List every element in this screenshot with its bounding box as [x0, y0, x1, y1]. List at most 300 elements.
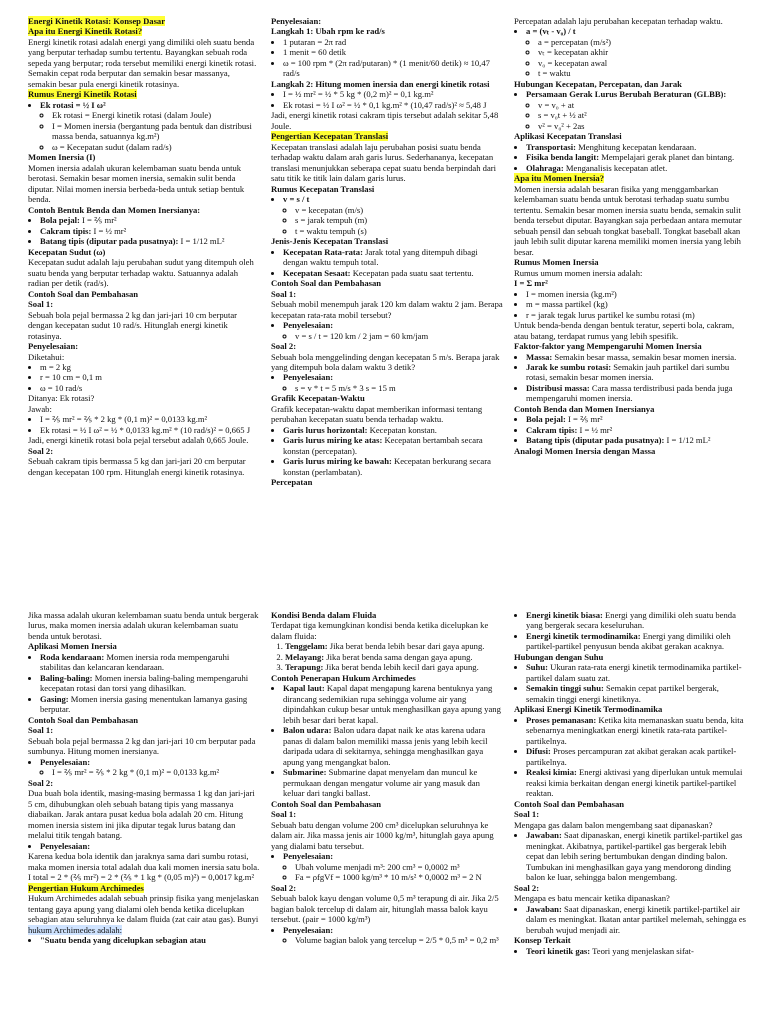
heading [514, 799, 746, 809]
bullet-list [271, 247, 503, 278]
list-item [283, 372, 503, 393]
text: Soal 2: [28, 445, 54, 456]
bullet-list [514, 610, 746, 652]
sub-list-item: ◦ s = jarak tempuh (m) [295, 215, 503, 225]
bullet-list [271, 194, 503, 236]
sub-list [40, 110, 260, 152]
list-item-text: Proses percampuran zat akibat gerakan acak partikel-partikelnya. [526, 746, 737, 767]
text: Jadi, energi kinetik rotasi bola pejal tersebut adalah 0,665 Joule. [28, 435, 249, 446]
list-item-term: Cakram tipis: [526, 424, 578, 435]
bullet-list [271, 89, 503, 110]
text: Soal 2: [271, 882, 297, 893]
list-item-text: m = 2 kg [40, 361, 71, 372]
bullet-list [514, 904, 746, 935]
text: Energi Kinetik Rotasi: Konsep Dasar [28, 16, 166, 26]
list-item [283, 425, 503, 435]
sub-list-item: ◦ v = kecepatan (m/s) [295, 205, 503, 215]
text: Sebuah batu dengan volume 200 cm³ dicelupkan seluruhnya ke dalam air. Jika massa jenis air 1000 kg/m³, hitunglah gaya apung yang dialami batu tersebut. [271, 819, 494, 851]
text: Rumus Momen Inersia [514, 257, 599, 268]
list-item-term: Reaksi kimia: [526, 767, 577, 778]
heading [514, 341, 746, 351]
heading [271, 341, 503, 351]
text: Percepatan [271, 477, 313, 488]
list-item-term: v = s / t [283, 194, 310, 205]
heading [28, 446, 260, 456]
list-item [526, 163, 746, 173]
heading [28, 26, 260, 36]
bullet-list [28, 100, 260, 152]
heading [271, 236, 503, 246]
list-item [285, 652, 503, 662]
bullet-list [514, 289, 746, 320]
column-2 [271, 610, 503, 1014]
list-item-text: Semakin jauh partikel dari sumbu rotasi, semakin besar momen inersia. [526, 361, 730, 383]
sub-list [526, 37, 746, 79]
heading [28, 715, 260, 725]
list-item-text: Energi aktivasi yang diperlukan untuk memulai reaksi kimia berkaitan dengan energi kinetik partikel-partikel reaktan. [526, 767, 743, 799]
list-item-term: Transportasi: [526, 141, 576, 152]
text: Contoh Soal dan Pembahasan [28, 714, 139, 725]
list-item [283, 100, 503, 110]
list-item-text: Ukuran rata-rata energi kinetik termodinamika partikel-partikel dalam suatu zat. [526, 662, 742, 683]
list-item-text: Momen inersia baling-baling mempengaruhi kecepatan rotasi dan torsi yang dihasilkan. [40, 672, 249, 694]
list-item-text: Menganalisis kecepatan atlet. [563, 162, 668, 173]
text: Kecepatan translasi adalah laju perubahan posisi suatu benda terhadap waktu dalam arah garis lurus. Sederhananya, kecepatan translasi menunjukkan seberapa cepat suatu benda berpindah dari satu titik ke titik lain dalam garis lurus. [271, 141, 497, 184]
paragraph [271, 820, 503, 851]
text: Sebuah bola pejal bermassa 2 kg dan jari-jari 10 cm berputar dengan kecepatan sudut 10 rad/s. Hitunglah energi kinetik rotasinya. [28, 309, 238, 341]
bullet-list [271, 925, 503, 946]
paragraph [28, 393, 260, 403]
list-item-term: Ek rotasi = ½ I ω² [40, 99, 106, 110]
paragraph [514, 184, 746, 257]
bullet-list [514, 89, 746, 131]
text: Soal 1: [271, 288, 297, 299]
text: Penyelesaian: [28, 341, 79, 352]
page-top [28, 16, 746, 564]
heading [28, 778, 260, 788]
heading [271, 278, 503, 288]
text: Momen Inersia (I) [28, 152, 96, 163]
heading [271, 477, 503, 487]
text: Grafik Kecepatan-Waktu [271, 393, 365, 404]
paragraph [271, 110, 503, 131]
heading [271, 131, 503, 141]
sub-list [283, 383, 503, 393]
paragraph [28, 456, 260, 477]
paragraph [514, 320, 746, 341]
list-item [283, 37, 503, 47]
list-item-text: Mempelajari gerak planet dan bintang. [599, 152, 735, 163]
list-item-text: I = momen inersia (kg.m²) [526, 288, 617, 299]
paragraph [514, 820, 746, 830]
list-item-term: Balon udara: [283, 725, 332, 736]
heading [514, 131, 746, 141]
bullet-list [271, 372, 503, 393]
paragraph [271, 893, 503, 924]
list-item [526, 946, 746, 956]
heading [271, 610, 503, 620]
list-item-text: Kecepatan bertambah secara konstan (percepatan). [283, 435, 483, 456]
list-item-term: Kecepatan Sesaat: [283, 267, 351, 278]
list-item [526, 767, 746, 798]
text: Analogi Momen Inersia dengan Massa [514, 445, 656, 456]
list-item [526, 26, 746, 78]
text: Soal 2: [271, 341, 297, 352]
paragraph [28, 163, 260, 205]
bullet-list [514, 715, 746, 799]
list-item [526, 289, 746, 299]
heading [28, 152, 260, 162]
list-item-term: Batang tipis (diputar pada pusatnya): [526, 435, 665, 446]
column-1 [28, 16, 260, 564]
text: Langkah 1: Ubah rpm ke rad/s [271, 26, 385, 37]
text: Hubungan Kecepatan, Percepatan, dan Jarak [514, 78, 682, 89]
list-item-text: I = ⅖ mr² = ⅖ * 2 kg * (0,1 m)² = 0,0133 kg.m² [40, 414, 208, 425]
text: Langkah 2: Hitung momen inersia dan energi kinetik rotasi [271, 78, 490, 89]
list-item-term: Penyelesaian: [283, 851, 334, 862]
paragraph [514, 16, 746, 26]
list-item [40, 935, 260, 945]
list-item-text: Saat dipanaskan, energi kinetik partikel-partikel air dalam es meningkat. Ikatan antar partikel melemah, sehingga es berubah wujud menjadi air. [526, 903, 746, 935]
paragraph [271, 299, 503, 320]
text: Pengertian Hukum Archimedes [28, 882, 144, 893]
bullet-list [514, 662, 746, 704]
heading [271, 26, 503, 36]
text: Dua buah bola identik, masing-masing bermassa 1 kg dan jari-jari 5 cm, dihubungkan oleh sebuah batang tipis yang massanya diabaikan. Jarak antara pusat kedua bola adalah 20 cm. Hitung momen inersia sistem ini jika diputar tegak lurus batang dan melalui titik tengah batang. [28, 788, 255, 841]
list-item [526, 610, 746, 631]
list-item [526, 904, 746, 935]
heading [271, 809, 503, 819]
sub-list-item: ◦ Ek rotasi = Energi kinetik rotasi (dalam Joule) [52, 110, 260, 120]
heading [271, 289, 503, 299]
bullet-list [514, 414, 746, 445]
list-item-term: Proses pemanasan: [526, 714, 597, 725]
text: Contoh Penerapan Hukum Archimedes [271, 672, 416, 683]
text: Jenis-Jenis Kecepatan Translasi [271, 236, 389, 247]
heading [28, 247, 260, 257]
heading [271, 799, 503, 809]
list-item-term: Energi kinetik termodinamika: [526, 630, 641, 641]
list-item-text: Ketika kita memanaskan suatu benda, kita sebenarnya meningkatkan energi kinetik rata-rata partikel-partikelnya. [526, 714, 744, 746]
list-item [283, 683, 503, 725]
text: Soal 2: [514, 882, 540, 893]
list-item-term: Garis lurus horizontal: [283, 424, 368, 435]
text: Diketahui: [28, 351, 65, 362]
column-3 [514, 16, 746, 564]
list-item-term: Difusi: [526, 746, 551, 757]
paragraph [514, 268, 746, 278]
list-item-term: Baling-baling: [40, 672, 93, 683]
list-item-term: Bola pejal: [526, 414, 566, 425]
list-item-text: Saat dipanaskan, energi kinetik partikel-partikel gas meningkat. Akibatnya, partikel-partikel gas bergerak lebih cepat dan lebih sering bertumbukan dengan dinding balon. Tumbukan ini menghasilkan gaya yang mendorong dinding balon ke luar, sehingga balon mengembang. [526, 830, 743, 883]
paragraph [28, 404, 260, 414]
bullet-list [271, 851, 503, 882]
sub-list-item: ◦ I = ⅖ mr² = ⅖ * 2 kg * (0,1 m)² = 0,0133 kg.m² [52, 767, 260, 777]
text: Kondisi Benda dalam Fluida [271, 610, 377, 620]
text: Rumus umum momen inersia adalah: [514, 267, 643, 278]
list-item-term: Energi kinetik biasa: [526, 610, 603, 620]
list-item-text: Teori yang menjelaskan sifat- [590, 945, 694, 956]
sub-list-item: ◦ v = s / t = 120 km / 2 jam = 60 km/jam [295, 331, 503, 341]
sub-list-item: ◦ Fa = ρfgVf = 1000 kg/m³ * 10 m/s² * 0,0002 m³ = 2 N [295, 872, 503, 882]
text: Soal 2: [28, 777, 54, 788]
heading [514, 704, 746, 714]
list-item [285, 662, 503, 672]
list-item [526, 683, 746, 704]
heading [28, 299, 260, 309]
sub-list-item: ◦ v₀ = kecepatan awal [538, 58, 746, 68]
list-item [283, 268, 503, 278]
paragraph [28, 435, 260, 445]
text: Rumus Energi Kinetik Rotasi [28, 89, 137, 100]
list-item [40, 757, 260, 778]
paragraph [514, 893, 746, 903]
list-item-term: Jarak ke sumbu rotasi: [526, 361, 612, 372]
paragraph [28, 257, 260, 288]
text: Sebuah cakram tipis bermassa 5 kg dan jari-jari 20 cm berputar dengan kecepatan 100 rpm. Hitunglah energi kinetik rotasinya. [28, 456, 246, 477]
list-item-text: Balon udara dapat naik ke atas karena udara panas di dalam balon memiliki massa jenis yang lebih kecil daripada udara di sekitarnya, sehingga menghasilkan gaya apung yang mengangkat balon. [283, 725, 488, 767]
list-item-term: Batang tipis (diputar pada pusatnya): [40, 236, 179, 247]
bullet-list [271, 37, 503, 79]
list-item [526, 715, 746, 746]
list-item-text: Jika berat benda lebih kecil dari gaya apung. [323, 662, 479, 673]
list-item-text: I = ½ mr² [577, 424, 613, 435]
list-item-term: Penyelesaian: [283, 924, 334, 935]
list-item-text: Semakin cepat partikel bergerak, semakin tinggi energi kinetiknya. [526, 683, 719, 704]
bullet-list [514, 946, 746, 956]
list-item-text: Kecepatan berkurang secara konstan (perlambatan). [283, 456, 491, 477]
list-item-term: Penyelesaian: [283, 320, 334, 331]
text: Hubungan dengan Suhu [514, 651, 604, 662]
text: Faktor-faktor yang Mempengaruhi Momen Inersia [514, 341, 702, 352]
paragraph [271, 142, 503, 184]
bullet-list [271, 425, 503, 477]
heading [514, 809, 746, 819]
paragraph [28, 872, 260, 882]
list-item-text: I = 1/12 mL² [664, 435, 711, 446]
text: I = Σ mr² [514, 278, 548, 289]
list-item [526, 414, 746, 424]
list-item [40, 652, 260, 673]
list-item-text: ω = 100 rpm * (2π rad/putaran) * (1 menit/60 detik) ≈ 10,47 rad/s [283, 57, 490, 79]
heading [514, 278, 746, 288]
list-item-term: Semakin tinggi suhu: [526, 683, 604, 694]
bullet-list [514, 830, 746, 882]
sub-list-item: ◦ vₜ = kecepatan akhir [538, 47, 746, 57]
sub-list-item: ◦ t = waktu [538, 68, 746, 78]
list-item-text: Cara massa terdistribusi pada benda juga mempengaruhi momen inersia. [526, 382, 733, 404]
bullet-list [514, 142, 746, 173]
list-item-text: Jarak total yang ditempuh dibagi dengan waktu tempuh total. [283, 246, 478, 268]
paragraph [28, 310, 260, 341]
text: Pengertian Kecepatan Translasi [271, 131, 389, 142]
paragraph [28, 352, 260, 362]
list-item-term: Roda kendaraan: [40, 651, 105, 662]
paragraph [28, 736, 260, 757]
text-selection: hukum Archimedes adalah: [28, 924, 123, 935]
sub-list [40, 767, 260, 777]
list-item [40, 362, 260, 372]
page-bottom [28, 610, 746, 1014]
text: Momen inersia adalah ukuran kelembaman suatu benda untuk berotasi. Semakin besar momen inersia, semakin sulit benda diputar. Nilai momen inersia berbeda-beda untuk setiap bentuk benda. [28, 162, 245, 205]
list-item-term: Tenggelam: [285, 641, 328, 652]
list-item [526, 383, 746, 404]
text: Jadi, energi kinetik rotasi cakram tipis tersebut adalah sekitar 5,48 Joule. [271, 110, 499, 131]
list-item [40, 673, 260, 694]
sub-list-item: ◦ s = v * t = 5 m/s * 3 s = 15 m [295, 383, 503, 393]
heading [514, 79, 746, 89]
text: Konsep Terkait [514, 935, 571, 946]
heading [28, 205, 260, 215]
list-item [40, 226, 260, 236]
list-item-term: Fisika benda langit: [526, 152, 600, 163]
list-item-text: Kapal dapat mengapung karena bentuknya yang dirancang sedemikian rupa sehingga volume air yang dipindahkan cukup besar untuk menghasilkan gaya apung yang lebih besar dari berat kapal. [283, 683, 501, 725]
heading [514, 404, 746, 414]
sub-list-item: ◦ s = v₀t + ½ at² [538, 110, 746, 120]
sub-list-item: ◦ Volume bagian balok yang tercelup = 2/5 * 0,5 m³ = 0,2 m³ [295, 935, 503, 945]
list-item-term: Submarine: [283, 767, 327, 778]
column-3 [514, 610, 746, 1014]
list-item-text: Energi yang dimiliki oleh suatu benda yang bergerak secara keseluruhan. [526, 610, 736, 631]
text: Contoh Soal dan Pembahasan [271, 278, 382, 289]
list-item-text: Ek rotasi = ½ I ω² = ½ * 0,0133 kg.m² * (10 rad/s)² = 0,665 J [40, 424, 251, 435]
list-item-text: Menghitung kecepatan kendaraan. [575, 141, 697, 152]
heading [28, 725, 260, 735]
heading [28, 16, 260, 26]
list-item [526, 362, 746, 383]
text: Percepatan adalah laju perubahan kecepatan terhadap waktu. [514, 16, 723, 26]
heading [28, 883, 260, 893]
list-item-text: Ek rotasi = ½ I ω² = ½ * 0,1 kg.m² * (10,47 rad/s)² ≈ 5,48 J [283, 99, 487, 110]
text: Energi kinetik rotasi adalah energi yang dimiliki oleh suatu benda yang berputar terhadap sumbu tertentu. Bayangkan sebuah roda sepeda yang berputar; roda tersebut memiliki energi kinetik rotasi. Semakin cepat roda berputar dan semakin besar massanya, semakin besar pula energi kinetik rotasinya. [28, 36, 257, 89]
text: Apa itu Energi Kinetik Rotasi? [28, 26, 143, 37]
text: Aplikasi Energi Kinetik Termodinamika [514, 704, 663, 715]
text: Contoh Soal dan Pembahasan [271, 798, 382, 809]
list-item-text: I = ⅖ mr² [79, 215, 117, 226]
text: Terdapat tiga kemungkinan kondisi benda ketika dicelupkan ke dalam fluida: [271, 620, 489, 641]
list-item [40, 383, 260, 393]
text: Karena kedua bola identik dan jaraknya sama dari sumbu rotasi, maka momen inersia total adalah dua kali momen inersia satu bola. [28, 851, 260, 872]
sub-list-item: ◦ Ubah volume menjadi m³: 200 cm³ = 0,0002 m³ [295, 862, 503, 872]
text: I total = 2 * (⅖ mr²) = 2 * (⅖ * 1 kg * (0,05 m)²) = 0,0017 kg.m² [28, 872, 255, 883]
text: Grafik kecepatan-waktu dapat memberikan informasi tentang perubahan kecepatan suatu benda terhadap waktu. [271, 403, 483, 425]
list-item-term: Distribusi massa: [526, 382, 590, 393]
list-item-term: Jawaban: [526, 903, 562, 914]
text: Soal 1: [28, 299, 54, 310]
text: Momen inersia adalah besaran fisika yang menggambarkan kelembaman suatu benda untuk berotasi terhadap suatu sumbu tertentu. Semakin besar momen inersia suatu benda, semakin sulit benda tersebut diputar. Bayangkan saja perbedaan antara memutar sebuah pensil dan sebuah tongkat baseball. Tongkat baseball akan jauh lebih sulit diputar karena memiliki momen inersia yang lebih besar. [514, 183, 742, 257]
list-item [526, 662, 746, 683]
sub-list [283, 205, 503, 236]
list-item-text: Momen inersia roda mempengaruhi stabilitas dan kelancaran kendaraan. [40, 651, 230, 673]
text: Jawab: [28, 403, 52, 414]
column-1 [28, 610, 260, 1014]
text: Aplikasi Kecepatan Translasi [514, 131, 622, 142]
list-item-term: Gasing: [40, 693, 69, 704]
list-item-text: Energi yang dimiliki oleh partikel-partikel penyusun benda akibat gerakan acaknya. [526, 630, 731, 652]
text: Kecepatan Sudut (ω) [28, 246, 106, 257]
list-item [285, 641, 503, 651]
list-item [526, 310, 746, 320]
list-item [526, 142, 746, 152]
list-item-term: Kapal laut: [283, 683, 325, 694]
text: Contoh Benda dan Momen Inersianya [514, 403, 655, 414]
text: Hukum Archimedes adalah sebuah prinsip fisika yang menjelaskan tentang gaya apung yang dialami oleh benda ketika dicelupkan sebagian atau seluruhnya ke dalam fluida (zat cair atau gas). Bunyi hukum Archimedes adalah: [28, 893, 259, 935]
text: Sebuah bola menggelinding dengan kecepatan 5 m/s. Berapa jarak yang ditempuh bola dalam waktu 3 detik? [271, 351, 500, 372]
text: Soal 1: [271, 809, 297, 820]
heading [271, 883, 503, 893]
list-item [283, 851, 503, 882]
sub-list-item: ◦ v = v₀ + at [538, 100, 746, 110]
sub-list-item: ◦ ω = Kecepatan sudut (dalam rad/s) [52, 142, 260, 152]
heading [28, 341, 260, 351]
paragraph [28, 37, 260, 89]
list-item-term: Penyelesaian: [283, 372, 334, 383]
sub-list-item: ◦ t = waktu tempuh (s) [295, 226, 503, 236]
heading [28, 289, 260, 299]
list-item [283, 89, 503, 99]
text: Jika massa adalah ukuran kelembaman suatu benda untuk bergerak lurus, maka momen inersia adalah ukuran kelembaman suatu benda untuk berotasi. [28, 610, 259, 641]
bullet-list [28, 652, 260, 715]
heading [271, 393, 503, 403]
bullet-list [28, 935, 260, 945]
bullet-list [28, 215, 260, 246]
text: Contoh Soal dan Pembahasan [28, 288, 139, 299]
text: Sebuah balok kayu dengan volume 0,5 m³ terapung di air. Jika 2/5 bagian balok tercelup di dalam air, hitunglah massa balok kayu tersebut. (ρair = 1000 kg/m³) [271, 893, 499, 925]
sub-list [526, 100, 746, 131]
paragraph [28, 851, 260, 872]
bullet-list [28, 414, 260, 435]
paragraph [28, 788, 260, 840]
list-item-term: Penyelesaian: [40, 840, 91, 851]
bullet-list [28, 841, 260, 851]
heading [271, 673, 503, 683]
list-item [283, 725, 503, 767]
list-item-text: I = ½ mr² [91, 225, 127, 236]
heading [514, 257, 746, 267]
list-item [526, 299, 746, 309]
list-item-term: Jawaban: [526, 830, 562, 841]
list-item-term: Persamaan Gerak Lurus Berubah Beraturan (GLBB): [526, 89, 727, 100]
list-item [40, 694, 260, 715]
list-item-text: I = 1/12 mL² [178, 236, 225, 247]
sub-list-item: ◦ v² = v₀² + 2as [538, 121, 746, 131]
text: Mengapa gas dalam balon mengembang saat dipanaskan? [514, 819, 713, 830]
list-item [526, 89, 746, 131]
text: Penyelesaian: [271, 16, 322, 26]
list-item-text: Semakin besar massa, semakin besar momen inersia. [552, 351, 737, 362]
bullet-list [28, 757, 260, 778]
list-item-text: I = ⅖ mr² [565, 414, 603, 425]
list-item [283, 435, 503, 456]
list-item-text: Jika berat benda lebih besar dari gaya apung. [327, 641, 485, 652]
text: Untuk benda-benda dengan bentuk teratur, seperti bola, cakram, atau batang, terdapat rumus yang lebih spesifik. [514, 320, 735, 341]
list-item-term: Melayang: [285, 651, 325, 662]
list-item-text: Submarine dapat menyelam dan muncul ke permukaan dengan mengatur volume air yang masuk dan keluar dari tangki ballast. [283, 767, 480, 799]
list-item [526, 352, 746, 362]
heading [271, 184, 503, 194]
paragraph [271, 620, 503, 641]
list-item-term: Teori kinetik gas: [526, 945, 591, 956]
list-item [526, 425, 746, 435]
list-item [283, 767, 503, 798]
text: Aplikasi Momen Inersia [28, 641, 117, 652]
list-item-text: 1 menit = 60 detik [283, 47, 347, 58]
bullet-list [28, 362, 260, 393]
list-item-text: ω = 10 rad/s [40, 382, 83, 393]
numbered-list [271, 641, 503, 672]
list-item [40, 414, 260, 424]
list-item-term: Cakram tipis: [40, 225, 92, 236]
